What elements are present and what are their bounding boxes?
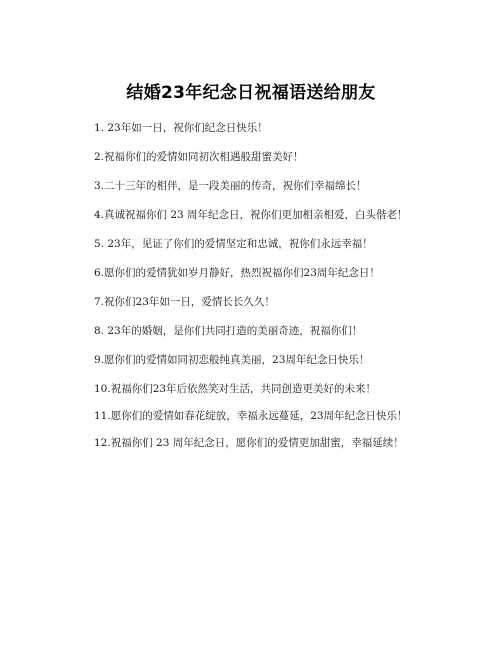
list-item: 8. 23年的婚姻，是你们共同打造的美丽奇迹，祝福你们！	[94, 325, 363, 337]
list-item: 7.祝你们23年如一日，爱情长长久久！	[94, 296, 275, 308]
list-item: 10.祝福你们23年后依然笑对生活，共同创造更美好的未来！	[94, 383, 377, 395]
list-item: 9.愿你们的爱情如同初恋般纯真美丽，23周年纪念日快乐！	[94, 354, 370, 366]
list-item: 11.愿你们的爱情如春花绽放，幸福永远蔓延，23周年纪念日快乐！	[94, 410, 408, 422]
list-item: 6.愿你们的爱情犹如岁月静好，热烈祝福你们23周年纪念日！	[94, 267, 380, 279]
list-item: 5. 23年，见证了你们的爱情坚定和忠诚，祝你们永远幸福！	[94, 238, 373, 250]
document-title: 结婚23年纪念日祝福语送给朋友	[126, 83, 376, 103]
list-item: 2.祝福你们的爱情如同初次相遇般甜蜜美好！	[94, 151, 304, 163]
list-item: 3.二十三年的相伴，是一段美丽的传奇，祝你们幸福绵长！	[94, 180, 367, 192]
list-item: 1. 23年如一日，祝你们纪念日快乐！	[94, 122, 268, 134]
list-item: 12.祝福你们 23 周年纪念日，愿你们的爱情更加甜蜜，幸福延续！	[94, 437, 404, 449]
list-item: 4.真诚祝福你们 23 周年纪念日，祝你们更加相亲相爱，白头偕老！	[94, 209, 408, 221]
wishes-list	[94, 114, 454, 458]
